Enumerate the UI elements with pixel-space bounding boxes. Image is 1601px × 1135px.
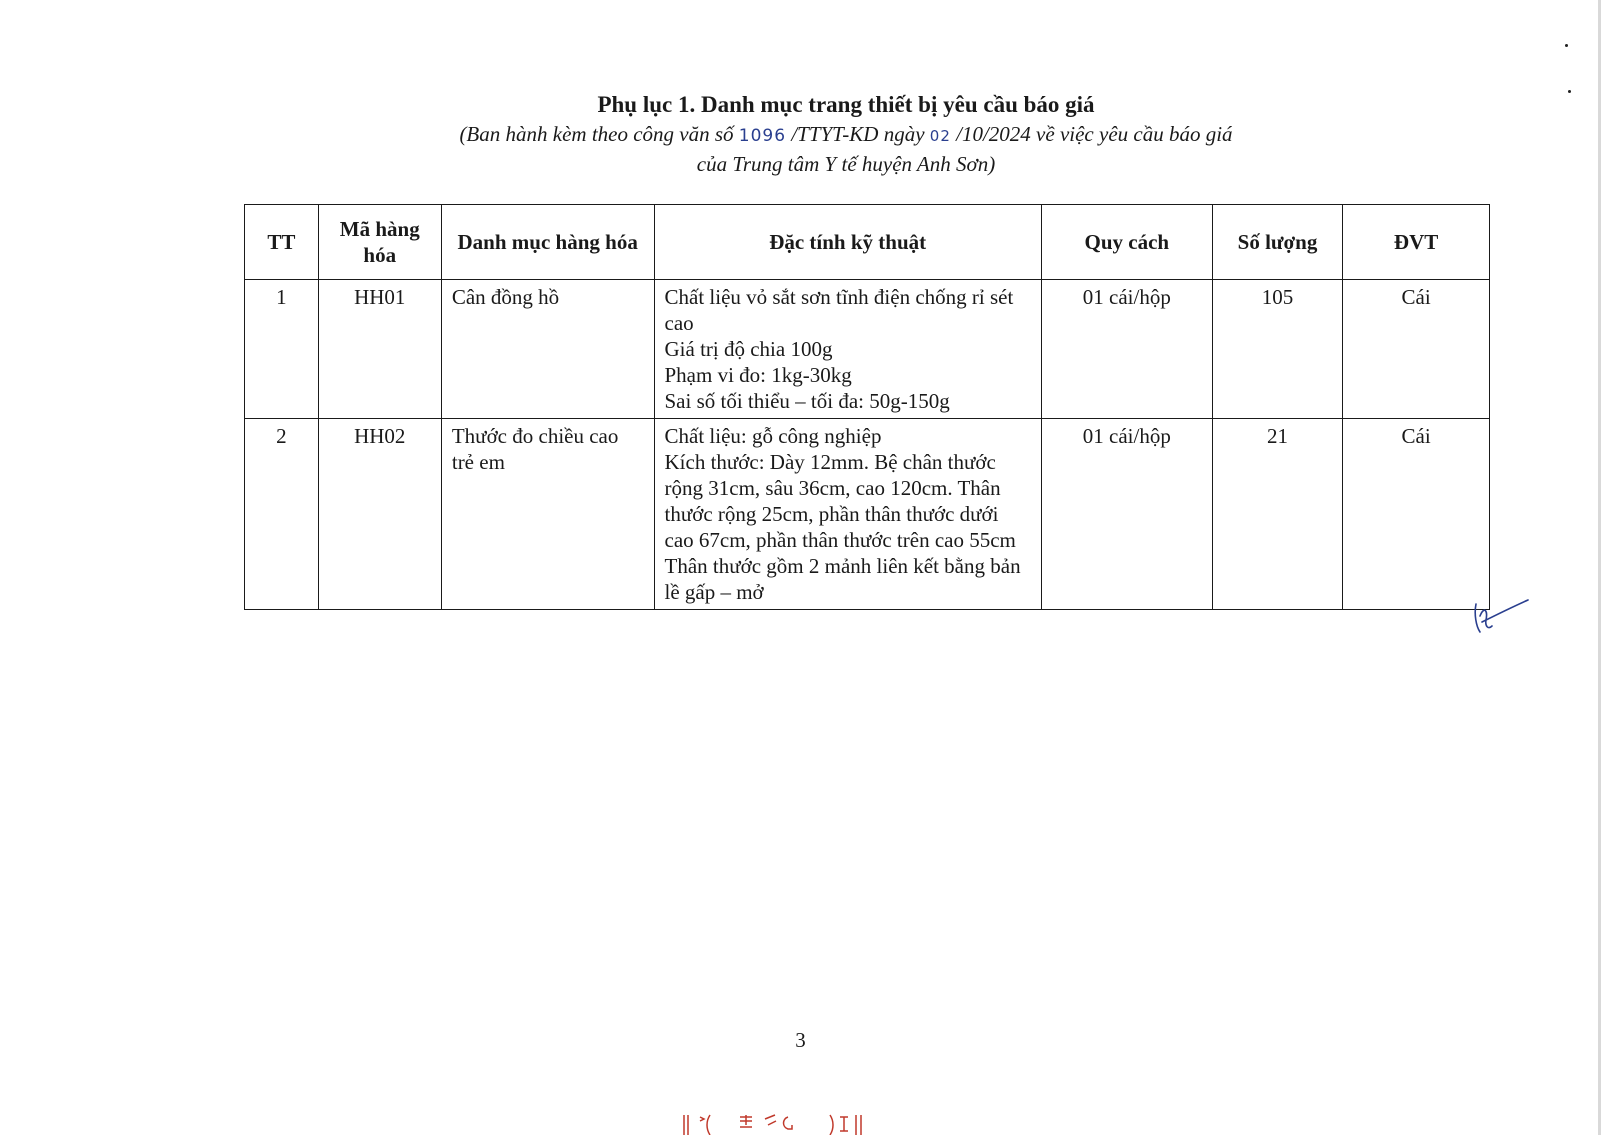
- cell-tt: 2: [245, 419, 319, 610]
- subtitle-part1: (Ban hành kèm theo công văn số: [459, 122, 739, 146]
- cell-quantity: 105: [1212, 280, 1342, 419]
- document-title: Phụ lục 1. Danh mục trang thiết bị yêu cầu báo giá: [597, 92, 1095, 117]
- spec-line: Chất liệu vỏ sắt sơn tĩnh điện chống rỉ sét cao: [664, 285, 1014, 335]
- header-code-line1: Mã hàng: [339, 217, 420, 241]
- document-header: [240, 90, 1452, 178]
- document-subtitle-line2: của Trung tâm Y tế huyện Anh Sơn): [696, 152, 996, 176]
- cell-name: Cân đồng hồ: [441, 280, 654, 419]
- equipment-table: [244, 204, 1490, 610]
- cell-unit: Cái: [1343, 280, 1490, 419]
- spec-line: Phạm vi đo: 1kg-30kg: [664, 363, 852, 387]
- table-header-row: [245, 205, 1490, 280]
- subtitle-part3: /10/2024 về việc yêu cầu báo giá: [950, 122, 1233, 146]
- scan-speck: [1565, 44, 1568, 47]
- spec-line: Kích thước: Dày 12mm. Bệ chân thước rộng 31cm, sâu 36cm, cao 120cm. Thân thước rộng 25cm, phần thân thước dưới cao 67cm, phần thân thước trên cao 55cm: [664, 450, 1016, 552]
- spec-line: Thân thước gồm 2 mảnh liên kết bằng bản lề gấp – mở: [664, 554, 1021, 604]
- header-code-line2: hóa: [363, 243, 397, 267]
- cell-packaging: 01 cái/hộp: [1041, 419, 1212, 610]
- handwritten-document-number: 1096: [738, 126, 787, 146]
- header-spec: Đặc tính kỹ thuật: [654, 205, 1041, 280]
- cell-unit: Cái: [1343, 419, 1490, 610]
- cell-quantity: 21: [1212, 419, 1342, 610]
- document-subtitle: [240, 120, 1452, 150]
- table-row: [245, 419, 1490, 610]
- header-tt: TT: [245, 205, 319, 280]
- header-code: [318, 205, 441, 280]
- header-name: Danh mục hàng hóa: [441, 205, 654, 280]
- cell-tt: 1: [245, 280, 319, 419]
- scan-speck: [1568, 90, 1571, 93]
- cell-code: HH01: [318, 280, 441, 419]
- cell-spec: [654, 280, 1041, 419]
- handwritten-date-day: 02: [929, 127, 951, 145]
- cell-spec: [654, 419, 1041, 610]
- spec-line: Chất liệu: gỗ công nghiệp: [664, 424, 882, 448]
- initials-signature: [1470, 596, 1530, 636]
- table-row: [245, 280, 1490, 419]
- official-stamp-fragment: [680, 1105, 870, 1135]
- cell-packaging: 01 cái/hộp: [1041, 280, 1212, 419]
- cell-code: HH02: [318, 419, 441, 610]
- header-quantity: Số lượng: [1212, 205, 1342, 280]
- header-unit: ĐVT: [1343, 205, 1490, 280]
- spec-line: Giá trị độ chia 100g: [664, 337, 833, 361]
- spec-line: Sai số tối thiểu – tối đa: 50g-150g: [664, 389, 950, 413]
- subtitle-part2: /TTYT-KD ngày: [786, 122, 930, 146]
- cell-name: Thước đo chiều cao trẻ em: [441, 419, 654, 610]
- page-number: 3: [795, 1028, 806, 1052]
- header-packaging: Quy cách: [1041, 205, 1212, 280]
